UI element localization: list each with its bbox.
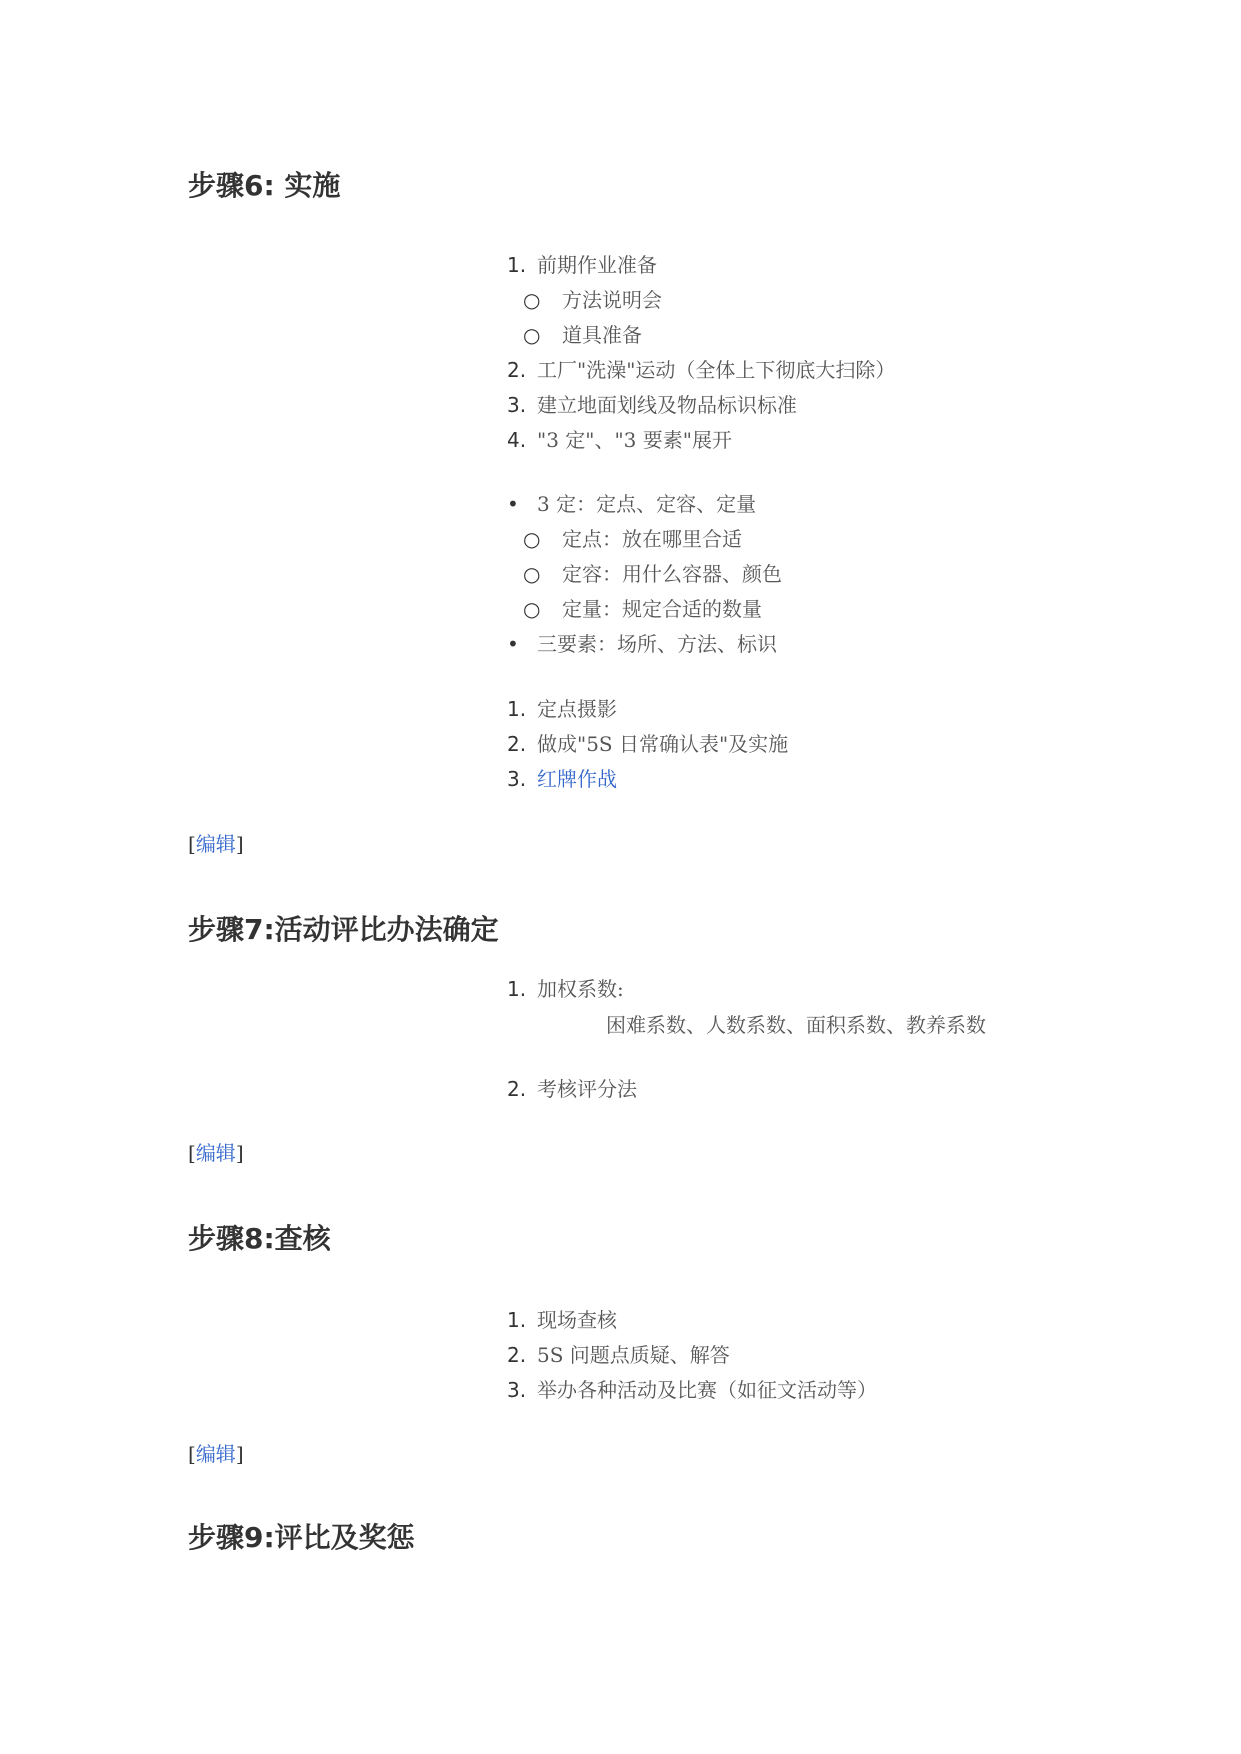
list-item: 1. 前期作业准备 <box>507 253 657 277</box>
list-item: 3. 举办各种活动及比赛（如征文活动等） <box>507 1378 877 1402</box>
list-item: 3. 红牌作战 <box>507 767 617 791</box>
edit-link[interactable]: 编辑 <box>195 1141 236 1165</box>
edit-link[interactable]: 编辑 <box>195 832 236 856</box>
edit-section-step7: [编辑] <box>188 1141 244 1165</box>
disc-bullet-icon: • <box>507 632 519 656</box>
circle-bullet-icon: ○ <box>523 562 541 586</box>
list-item: ○ 定量：规定合适的数量 <box>523 597 762 621</box>
list-item: ○ 道具准备 <box>523 323 642 347</box>
circle-bullet-icon: ○ <box>523 323 541 347</box>
list-item: 2. 考核评分法 <box>507 1077 637 1101</box>
list-item: 2. 5S 问题点质疑、解答 <box>507 1343 730 1367</box>
list-item: 1. 定点摄影 <box>507 697 617 721</box>
red-tag-link[interactable]: 红牌作战 <box>537 767 617 791</box>
edit-section-step8: [编辑] <box>188 1442 244 1466</box>
circle-bullet-icon: ○ <box>523 288 541 312</box>
list-item: 3. 建立地面划线及物品标识标准 <box>507 393 797 417</box>
circle-bullet-icon: ○ <box>523 527 541 551</box>
section-heading-step8: 步骤8:查核 <box>188 1222 331 1255</box>
circle-bullet-icon: ○ <box>523 597 541 621</box>
list-item: 2. 工厂"洗澡"运动（全体上下彻底大扫除） <box>507 358 896 382</box>
list-item: ○ 方法说明会 <box>523 288 662 312</box>
section-heading-step7: 步骤7:活动评比办法确定 <box>188 913 499 946</box>
edit-section-step6: [编辑] <box>188 832 244 856</box>
list-item: ○ 定容：用什么容器、颜色 <box>523 562 782 586</box>
list-item: 2. 做成"5S 日常确认表"及实施 <box>507 732 789 756</box>
list-item: 1. 现场查核 <box>507 1308 617 1332</box>
list-item: 1. 加权系数: <box>507 977 624 1001</box>
section-heading-step9: 步骤9:评比及奖惩 <box>188 1521 415 1554</box>
list-item: • 3 定：定点、定容、定量 <box>507 492 757 516</box>
list-item: • 三要素：场所、方法、标识 <box>507 632 777 656</box>
list-item: ○ 定点：放在哪里合适 <box>523 527 742 551</box>
edit-link[interactable]: 编辑 <box>195 1442 236 1466</box>
list-item: 困难系数、人数系数、面积系数、教养系数 <box>606 1013 986 1037</box>
list-item: 4. "3 定"、"3 要素"展开 <box>507 428 732 452</box>
section-heading-step6: 步骤6: 实施 <box>188 169 341 202</box>
disc-bullet-icon: • <box>507 492 519 516</box>
